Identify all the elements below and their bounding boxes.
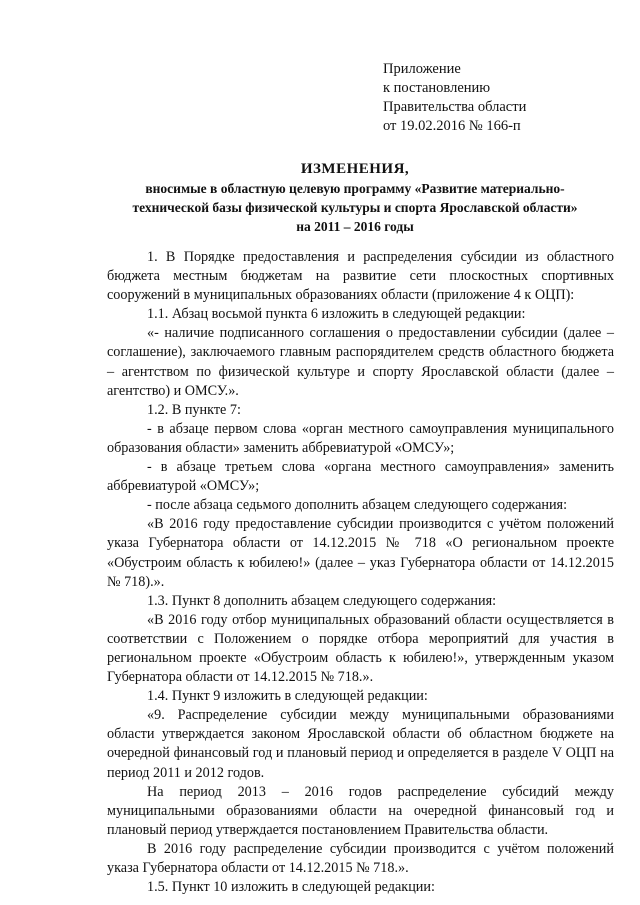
- appendix-line: Приложение: [383, 61, 461, 77]
- paragraph: «9. Распределение субсидии между муниципальными образованиями области утверждается законом Ярославской области об областном бюджете на очередной финансовый год и плановый период и определяется в разделе V ОЦП на период 2011 и 2012 годов.: [107, 707, 614, 781]
- appendix-line: от 19.02.2016 № 166-п: [383, 118, 521, 134]
- document-body: [107, 248, 614, 897]
- paragraph: 1.3. Пункт 8 дополнить абзацем следующего содержания:: [147, 592, 497, 609]
- paragraph: «В 2016 году отбор муниципальных образований области осуществляется в соответствии с Положением о порядке отбора мероприятий для участия в региональном проекте «Обустроим область к юбилею!», утвержденным указом Губернатора области от 14.12.2015 № 718.».: [107, 611, 614, 686]
- paragraph: 1.2. В пункте 7:: [147, 401, 241, 418]
- appendix-header: [383, 60, 526, 136]
- paragraph: «В 2016 году предоставление субсидии производится с учётом положений указа Губернатора области от 14.12.2015 № 718 «О региональном проекте «Обустроим область к юбилею!» (далее – указ Губернатора области от 14.12.2015 № 718).».: [107, 516, 614, 590]
- appendix-line: Правительства области: [383, 99, 527, 115]
- appendix-line: к постановлению: [383, 80, 491, 96]
- paragraph: - в абзаце третьем слова «органа местного самоуправления» заменить аббревиатурой «ОМСУ»;: [107, 459, 614, 495]
- paragraph: «- наличие подписанного соглашения о предоставлении субсидии (далее – соглашение), заключаемого главным распорядителем средств областного бюджета – агентством по физической культуре и спорту Ярославской области (далее – агентство) и ОМСУ.».: [107, 325, 614, 399]
- title-sub-line: технической базы физической культуры и спорта Ярославской области»: [132, 200, 578, 215]
- paragraph: 1.5. Пункт 10 изложить в следующей редакции:: [147, 879, 435, 896]
- paragraph: 1.1. Абзац восьмой пункта 6 изложить в следующей редакции:: [147, 306, 526, 323]
- paragraph: На период 2013 – 2016 годов распределение субсидий между муниципальными образованиями области на очередной финансовый год и плановый период утверждается постановлением Правительства области.: [107, 783, 614, 838]
- paragraph: 1.4. Пункт 9 изложить в следующей редакции:: [147, 688, 428, 705]
- title-sub-line: на 2011 – 2016 годы: [296, 219, 414, 234]
- paragraph: 1. В Порядке предоставления и распределения субсидии из областного бюджета местным бюджетам на развитие сети плоскостных спортивных сооружений в муниципальных образованиях области (приложение 4 к ОЦП):: [107, 249, 614, 304]
- title-main: ИЗМЕНЕНИЯ,: [300, 161, 410, 177]
- paragraph: - после абзаца седьмого дополнить абзацем следующего содержания:: [147, 497, 568, 514]
- title-sub-line: вносимые в областную целевую программу «Развитие материально-: [145, 181, 565, 196]
- document-title: [96, 160, 614, 236]
- paragraph: В 2016 году распределение субсидии производится с учётом положений указа Губернатора области от 14.12.2015 № 718.».: [107, 840, 614, 876]
- paragraph: - в абзаце первом слова «орган местного самоуправления муниципального образования области» заменить аббревиатурой «ОМСУ»;: [107, 420, 614, 456]
